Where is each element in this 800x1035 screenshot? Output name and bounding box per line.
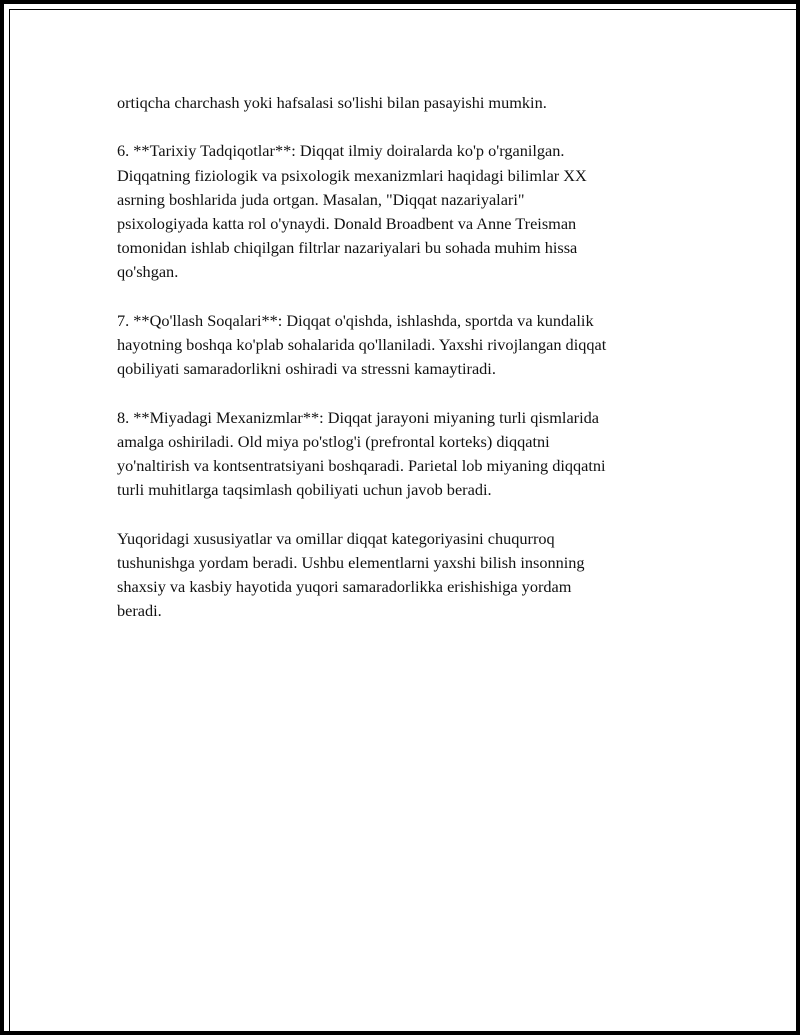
- text-line: turli muhitlarga taqsimlash qobiliyati uchun javob beradi.: [117, 480, 492, 500]
- text-line: 6. **Tarixiy Tadqiqotlar**: Diqqat ilmiy doiralarda ko'p o'rganilgan.: [117, 141, 565, 161]
- text-line: Diqqatning fiziologik va psixologik mexanizmlari haqidagi bilimlar XX: [117, 165, 587, 185]
- text-line: tomonidan ishlab chiqilgan filtrlar nazariyalari bu sohada muhim hissa: [117, 238, 578, 258]
- paragraph-brain-mechanisms: [117, 406, 687, 503]
- text-line: amalga oshiriladi. Old miya po'stlog'i (prefrontal korteks) diqqatni: [117, 431, 550, 451]
- text-line: Yuqoridagi xususiyatlar va omillar diqqat kategoriyasini chuqurroq: [117, 528, 555, 548]
- text-line: qobiliyati samaradorlikni oshiradi va stressni kamaytiradi.: [117, 359, 496, 379]
- paragraph-application-areas: [117, 309, 687, 382]
- text-line: 8. **Miyadagi Mexanizmlar**: Diqqat jarayoni miyaning turli qismlarida: [117, 407, 599, 427]
- text-line: qo'shgan.: [117, 262, 179, 282]
- document-body: [117, 91, 687, 648]
- paragraph-conclusion: [117, 527, 687, 624]
- text-line: beradi.: [117, 601, 162, 621]
- paragraph-continuation: [117, 91, 687, 115]
- text-line: psixologiyada katta rol o'ynaydi. Donald Broadbent va Anne Treisman: [117, 214, 577, 233]
- text-line: hayotning boshqa ko'plab sohalarida qo'llaniladi. Yaxshi rivojlangan diqqat: [117, 335, 607, 354]
- text-line: asrning boshlarida juda ortgan. Masalan, "Diqqat nazariyalari": [117, 189, 525, 209]
- text-line: 7. **Qo'llash Soqalari**: Diqqat o'qishda, ishlashda, sportda va kundalik: [117, 310, 594, 330]
- text-line: shaxsiy va kasbiy hayotida yuqori samaradorlikka erishishiga yordam: [117, 577, 572, 596]
- text-line: yo'naltirish va kontsentratsiyani boshqaradi. Parietal lob miyaning diqqatni: [117, 456, 606, 475]
- paragraph-historical-research: [117, 139, 687, 284]
- text-line: ortiqcha charchash yoki hafsalasi so'lishi bilan pasayishi mumkin.: [117, 93, 547, 112]
- text-line: tushunishga yordam beradi. Ushbu elementlarni yaxshi bilish insonning: [117, 552, 585, 572]
